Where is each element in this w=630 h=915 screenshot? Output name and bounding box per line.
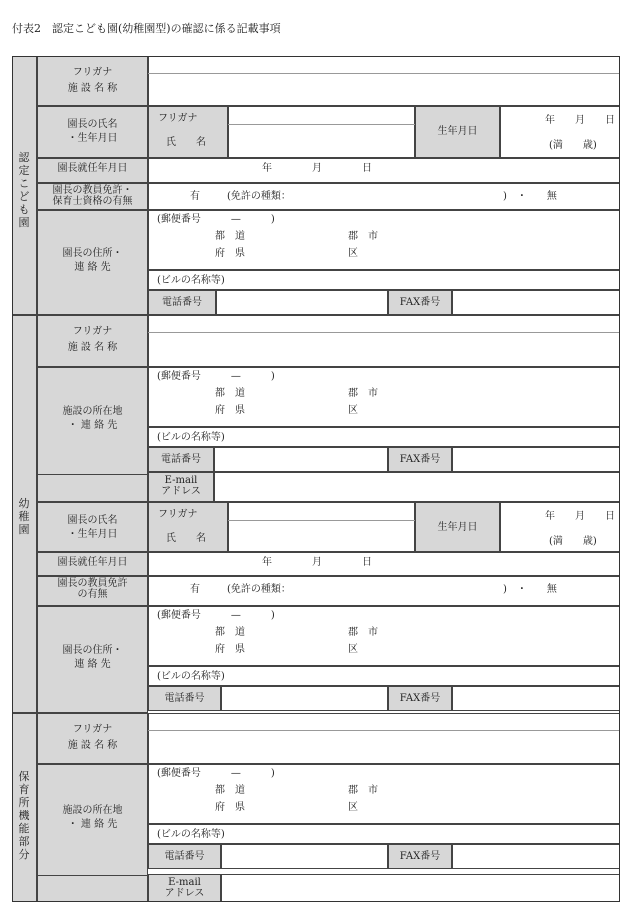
youchien-principal-ku-label: 区: [348, 644, 358, 655]
youchien-appointment-label: 園長就任年月日: [57, 557, 128, 568]
nintei-fax-label: FAX番号: [399, 297, 441, 308]
section-hoiku-label: 保育所機能部分: [18, 770, 30, 861]
youchien-facility-name-label: 施 設 名 称: [67, 342, 118, 353]
hoiku-facility-furigana-label: フリガナ: [72, 724, 113, 735]
nintei-name-shimei-label: 氏 名: [166, 137, 206, 148]
section-youchien-label: 幼稚園: [18, 497, 30, 536]
nintei-appointment-date-ymd: 年 月 日: [262, 163, 372, 174]
hoiku-address-label-1: 施設の所在地: [62, 805, 123, 816]
nintei-ku-label: 区: [348, 248, 358, 259]
youchien-license-label-2: の有無: [77, 589, 108, 600]
youchien-principal-phone-label: 電話番号: [164, 693, 205, 704]
youchien-birthdate-ymd: 年 月 日: [545, 511, 615, 522]
page-title: 付表2 認定こども園(幼稚園型)の確認に係る記載事項: [12, 22, 281, 35]
youchien-ku-label: 区: [348, 405, 358, 416]
youchien-address-label-2: ・ 連 絡 先: [67, 420, 118, 431]
nintei-gunshi-label: 郡 市: [348, 231, 378, 242]
youchien-birthdate-label: 生年月日: [437, 522, 478, 533]
nintei-license-label-2: 保育士資格の有無: [52, 196, 133, 207]
nintei-principal-name-label: 園長の氏名: [67, 119, 118, 130]
youchien-principal-fuken-label: 府 県: [215, 644, 245, 655]
youchien-email-label-1: E-mail: [164, 475, 198, 486]
youchien-principal-address-label-2: 連 絡 先: [74, 658, 111, 670]
nintei-birthdate-label: 生年月日: [437, 126, 478, 137]
hoiku-email-label-1: E-mail: [168, 877, 201, 888]
nintei-address-label-1: 園長の住所・: [62, 247, 123, 259]
nintei-license-label-1: 園長の教員免許・: [52, 185, 133, 196]
youchien-principal-name-label: 園長の氏名: [67, 515, 118, 526]
nintei-birthdate-age: (満 歳): [549, 140, 597, 151]
hoiku-fax-label: FAX番号: [399, 851, 441, 862]
nintei-address-label-2: 連 絡 先: [74, 261, 111, 273]
youchien-fuken-label: 府 県: [215, 405, 245, 416]
nintei-postal-code-label: (郵便番号 — ): [157, 214, 275, 225]
youchien-principal-fax-label: FAX番号: [399, 693, 441, 704]
youchien-building-label: (ビルの名称等): [157, 432, 225, 443]
hoiku-building-label: (ビルの名称等): [157, 829, 225, 840]
nintei-name-furigana-label: フリガナ: [158, 113, 198, 124]
youchien-phone-label: 電話番号: [161, 454, 201, 465]
hoiku-gunshi-label: 郡 市: [348, 785, 378, 796]
nintei-license-type-label: (免許の種類：: [227, 191, 291, 202]
hoiku-address-label-2: ・ 連 絡 先: [67, 819, 118, 830]
form-outer-frame: [12, 56, 620, 902]
youchien-gunshi-label: 郡 市: [348, 388, 378, 399]
nintei-phone-label: 電話番号: [162, 297, 202, 308]
youchien-license-no: ) ・ 無: [503, 584, 557, 595]
youchien-license-yes: 有: [190, 584, 200, 595]
youchien-postal-code-label: (郵便番号 — ): [157, 371, 275, 382]
section-nintei-label: 認定こども園: [18, 151, 30, 229]
youchien-appointment-date-ymd: 年 月 日: [262, 557, 372, 568]
nintei-fuken-label: 府 県: [215, 248, 245, 259]
hoiku-facility-name-label: 施 設 名 称: [67, 740, 118, 751]
nintei-facility-name-label: 施 設 名 称: [67, 83, 118, 94]
youchien-license-label-1: 園長の教員免許: [57, 578, 128, 589]
hoiku-ku-label: 区: [348, 802, 358, 813]
youchien-principal-postal-code-label: (郵便番号 — ): [157, 610, 275, 621]
hoiku-fuken-label: 府 県: [215, 802, 245, 813]
youchien-name-shimei-label: 氏 名: [166, 533, 206, 544]
nintei-license-yes: 有: [190, 191, 200, 202]
youchien-principal-birth-label: ・生年月日: [67, 529, 118, 540]
hoiku-phone-label: 電話番号: [164, 851, 205, 862]
nintei-todo-label: 都 道: [215, 231, 245, 242]
youchien-birthdate-age: (満 歳): [549, 536, 597, 547]
youchien-address-label-1: 施設の所在地: [62, 406, 123, 417]
nintei-birthdate-ymd: 年 月 日: [545, 115, 615, 126]
youchien-principal-todo-label: 都 道: [215, 627, 245, 638]
nintei-appointment-label: 園長就任年月日: [57, 163, 128, 174]
nintei-facility-furigana-label: フリガナ: [72, 67, 113, 78]
youchien-facility-furigana-label: フリガナ: [72, 326, 113, 337]
nintei-license-no: ) ・ 無: [503, 191, 557, 202]
hoiku-email-label-2: アドレス: [164, 888, 205, 899]
youchien-principal-building-label: (ビルの名称等): [157, 671, 225, 682]
youchien-todo-label: 都 道: [215, 388, 245, 399]
youchien-name-furigana-label: フリガナ: [158, 509, 198, 520]
youchien-license-type-label: (免許の種類：: [227, 584, 291, 595]
nintei-principal-birth-label: ・生年月日: [67, 133, 118, 144]
nintei-building-label: (ビルの名称等): [157, 275, 225, 286]
youchien-principal-gunshi-label: 郡 市: [348, 627, 378, 638]
youchien-principal-address-label-1: 園長の住所・: [62, 644, 123, 656]
youchien-fax-label: FAX番号: [399, 454, 441, 465]
youchien-email-label-2: アドレス: [161, 486, 201, 497]
hoiku-postal-code-label: (郵便番号 — ): [157, 768, 275, 779]
hoiku-todo-label: 都 道: [215, 785, 245, 796]
